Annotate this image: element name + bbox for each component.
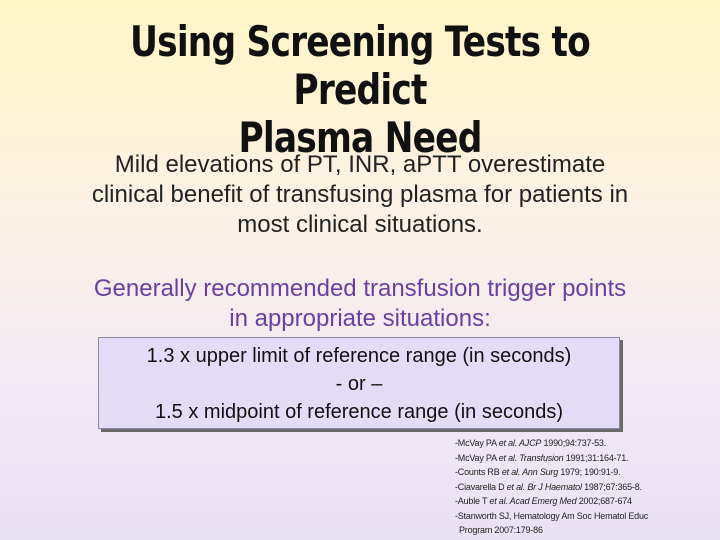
body-line-3: most clinical situations. — [237, 211, 483, 238]
criteria-line-2: 1.5 x midpoint of reference range (in seconds) — [155, 401, 563, 423]
title-line-1: Using Screening Tests to Predict — [129, 17, 591, 114]
body-paragraph — [30, 150, 690, 240]
trigger-line-1: Generally recommended transfusion trigger points — [93, 275, 627, 302]
reference-item: -Ciavarella D et al. Br J Haematol 1987;67:365-8. — [455, 481, 642, 492]
references-list — [455, 436, 720, 538]
trigger-points-heading — [30, 274, 690, 334]
reference-item: -Auble T et al. Acad Emerg Med 2002;687-674 — [455, 496, 632, 506]
trigger-line-2: in appropriate situations: — [229, 305, 491, 332]
criteria-separator: - or – — [335, 373, 383, 395]
reference-item: -Stanworth SJ, Hematology Am Soc Hematol Educ — [455, 510, 649, 521]
reference-item: Program 2007:179-86 — [459, 525, 543, 535]
reference-item: -McVay PA et al. AJCP 1990;94:737-53. — [455, 438, 607, 448]
reference-item: -McVay PA et al. Transfusion 1991;31:164-71. — [455, 452, 629, 463]
body-line-2: clinical benefit of transfusing plasma for patients in — [91, 181, 629, 208]
criteria-line-1: 1.3 x upper limit of reference range (in seconds) — [146, 345, 572, 367]
title-line-2: Plasma Need — [238, 113, 482, 162]
slide-title — [65, 18, 655, 162]
reference-item: -Counts RB et al. Ann Surg 1979; 190:91-9. — [455, 467, 621, 477]
trigger-criteria-box — [98, 337, 620, 429]
body-line-1: Mild elevations of PT, INR, aPTT overestimate — [114, 151, 606, 178]
